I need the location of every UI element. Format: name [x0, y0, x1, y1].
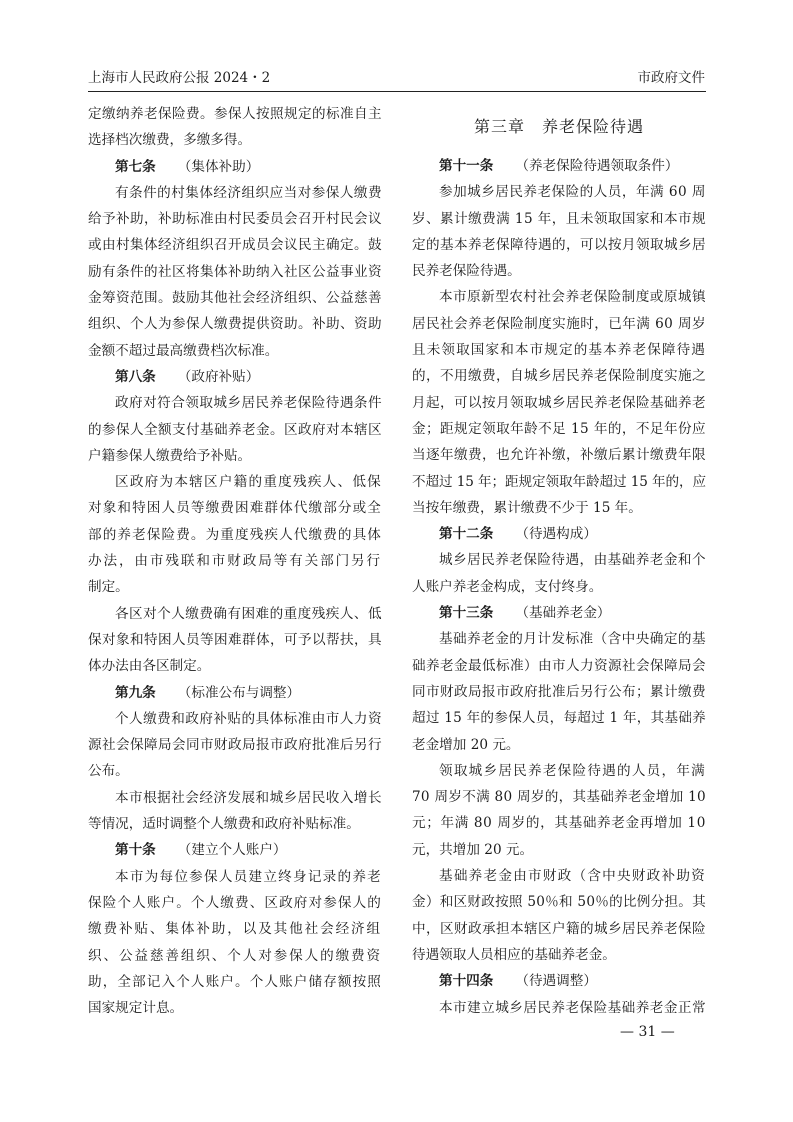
- body-text: 领取城乡居民养老保险待遇的人员，年满: [439, 762, 707, 779]
- article-number: 第十条: [115, 842, 156, 859]
- body-text-line: [412, 547, 706, 573]
- article-subject: （建立个人账户）: [177, 842, 287, 859]
- article-heading: [412, 968, 706, 994]
- body-text-line: [412, 653, 706, 679]
- body-text-line: [88, 206, 382, 232]
- body-text: 本市原新型农村社会养老保险制度或原城镇: [439, 289, 707, 306]
- body-text-line: [88, 732, 382, 758]
- body-text-line: [412, 495, 706, 521]
- body-text: 定的基本养老保障待遇的，可以按月领取城乡居: [412, 236, 706, 253]
- body-text: 元；年满 80 周岁的，其基础养老金再增加 10: [412, 815, 706, 832]
- body-text: 政府对符合领取城乡居民养老保险待遇条件: [115, 395, 383, 412]
- article-subject: （养老保险待遇领取条件）: [515, 158, 679, 174]
- section-label: 市政府文件: [637, 70, 705, 86]
- body-text: 金额不超过最高缴费档次标准。: [88, 342, 279, 359]
- article-number: 第十二条: [439, 526, 494, 543]
- body-text: 保险个人账户。个人缴费、区政府对参保人的: [88, 894, 382, 911]
- page-number: — 31 —: [620, 1024, 675, 1040]
- body-text-line: [88, 785, 382, 811]
- body-text-line: [88, 180, 382, 206]
- body-text-line: [88, 232, 382, 258]
- article-subject: （标准公布与调整）: [177, 684, 301, 701]
- body-text: 当逐年缴费，也允许补缴，补缴后累计缴费年限: [412, 447, 706, 464]
- body-text-line: [88, 995, 382, 1021]
- body-text-line: [88, 522, 382, 548]
- body-text: 或由村集体经济组织召开成员会议民主确定。鼓: [88, 237, 382, 254]
- body-text-line: [88, 969, 382, 995]
- body-text: 不超过 15 年；距规定领取年龄超过 15 年的，应: [412, 473, 706, 490]
- body-text: 缴费补贴、集体补助，以及其他社会经济组: [88, 921, 382, 938]
- body-text-line: [412, 916, 706, 942]
- body-text: 励有条件的社区将集体补助纳入社区公益事业资: [88, 263, 382, 280]
- body-text-line: [88, 259, 382, 285]
- body-text: 部的养老保险费。为重度残疾人代缴费的具体: [88, 526, 382, 543]
- body-text-line: [412, 258, 706, 284]
- body-text-line: [88, 706, 382, 732]
- body-text-line: [412, 337, 706, 363]
- body-text-line: [88, 653, 382, 679]
- body-text-line: [412, 837, 706, 863]
- body-text-line: [88, 127, 382, 153]
- body-text: 织、公益慈善组织、个人对参保人的缴费资: [88, 947, 382, 964]
- body-text-line: [412, 390, 706, 416]
- body-text: 础养老金最低标准）由市人力资源社会保障局会: [412, 657, 706, 674]
- article-heading: [412, 521, 706, 547]
- body-text-line: [88, 285, 382, 311]
- article-heading: [412, 600, 706, 626]
- body-text-line: [88, 495, 382, 521]
- body-text: 助，全部记入个人账户。个人账户储存额按照: [88, 973, 382, 990]
- body-text-line: [412, 232, 706, 258]
- body-text: 中，区财政承担本辖区户籍的城乡居民养老保险: [412, 920, 706, 937]
- body-text: 同市财政局报市政府批准后另行公布；累计缴费: [412, 683, 706, 700]
- article-subject: （待遇调整）: [515, 973, 597, 990]
- body-text: 各区对个人缴费确有困难的重度残疾人、低: [115, 605, 383, 622]
- body-text: 国家规定计息。: [88, 1000, 184, 1017]
- body-text-line: [88, 627, 382, 653]
- body-text-line: [412, 705, 706, 731]
- body-text-line: [412, 942, 706, 968]
- body-text: 的参保人全额支付基础养老金。区政府对本辖区: [88, 421, 382, 438]
- body-text-line: [88, 548, 382, 574]
- body-text: 本市为每位参保人员建立终身记录的养老: [115, 868, 383, 885]
- body-text-line: [412, 626, 706, 652]
- body-text-line: [412, 863, 706, 889]
- body-text-line: [412, 810, 706, 836]
- body-text-line: [88, 758, 382, 784]
- article-number: 第十一条: [439, 158, 494, 174]
- body-text: 城乡居民养老保险待遇，由基础养老金和个: [439, 552, 707, 569]
- article-number: 第七条: [115, 158, 156, 175]
- body-text: 保对象和特困人员等困难群体，可予以帮扶，具: [88, 631, 382, 648]
- body-text: 岁、累计缴费满 15 年，且未领取国家和本市规: [412, 210, 706, 227]
- body-text-line: [412, 469, 706, 495]
- body-text: 待遇领取人员相应的基础养老金。: [412, 946, 616, 963]
- left-column: [88, 101, 382, 1021]
- body-text: 居民社会养老保险制度实施时，已年满 60 周岁: [412, 315, 706, 332]
- body-text-line: [412, 732, 706, 758]
- body-text-line: [412, 206, 706, 232]
- body-text: 等情况，适时调整个人缴费和政府补贴标准。: [88, 816, 360, 833]
- body-text: 70 周岁不满 80 周岁的，其基础养老金增加 10: [412, 789, 706, 806]
- article-heading: [412, 153, 706, 179]
- body-text-line: [412, 995, 706, 1021]
- body-text: 的，不用缴费，自城乡居民养老保险制度实施之: [412, 368, 706, 385]
- body-text: 源社会保障局会同市财政局报市政府批准后另行: [88, 737, 382, 754]
- body-text-line: [88, 390, 382, 416]
- article-number: 第十三条: [439, 605, 494, 622]
- body-text: 选择档次缴费，多缴多得。: [88, 132, 252, 149]
- article-subject: （集体补助）: [177, 158, 260, 175]
- body-text: 对象和特困人员等缴费困难群体代缴部分或全: [88, 500, 382, 517]
- body-text-line: [88, 469, 382, 495]
- body-text-line: [412, 284, 706, 310]
- body-text-line: [88, 916, 382, 942]
- body-text: 人账户养老金构成，支付终身。: [412, 578, 603, 595]
- body-text: 当按年缴费，累计缴费不少于 15 年。: [412, 499, 642, 516]
- body-text-line: [88, 311, 382, 337]
- article-subject: （待遇构成）: [515, 526, 597, 543]
- body-text: 区政府为本辖区户籍的重度残疾人、低保: [115, 474, 383, 491]
- body-text-line: [88, 417, 382, 443]
- body-text-line: [88, 601, 382, 627]
- body-text: 个人缴费和政府补贴的具体标准由市人力资: [115, 710, 383, 727]
- body-text: 金筹资范围。鼓励其他社会经济组织、公益慈善: [88, 290, 382, 307]
- body-text: 定缴纳养老保险费。参保人按照规定的标准自主: [88, 106, 382, 122]
- article-heading: [88, 680, 382, 706]
- body-text: 户籍参保人缴费给予补贴。: [88, 447, 252, 464]
- body-text-line: [412, 574, 706, 600]
- body-text: 基础养老金的月计发标准（含中央确定的基: [439, 631, 707, 648]
- body-text: 本市根据社会经济发展和城乡居民收入增长: [115, 789, 383, 806]
- body-text: 本市建立城乡居民养老保险基础养老金正常: [439, 999, 707, 1016]
- chapter-title: 第三章 养老保险待遇: [473, 117, 644, 136]
- body-text-line: [88, 864, 382, 890]
- body-text-line: [412, 179, 706, 205]
- body-text-line: [412, 889, 706, 915]
- body-text: 公布。: [88, 763, 129, 780]
- right-column: [412, 153, 706, 1021]
- body-text-line: [412, 758, 706, 784]
- publication-title: 上海市人民政府公报 2024・2: [88, 70, 271, 86]
- body-text: 且未领取国家和本市规定的基本养老保障待遇: [412, 342, 706, 359]
- body-text-line: [88, 811, 382, 837]
- body-text-line: [412, 416, 706, 442]
- article-number: 第八条: [115, 368, 156, 385]
- body-text: 办法，由市残联和市财政局等有关部门另行: [88, 553, 382, 570]
- body-text-line: [412, 311, 706, 337]
- body-text: 有条件的村集体经济组织应当对参保人缴费: [115, 184, 383, 201]
- body-text-line: [88, 890, 382, 916]
- article-subject: （基础养老金）: [515, 605, 611, 622]
- article-heading: [88, 837, 382, 863]
- body-text: 月起，可以按月领取城乡居民养老保险基础养老: [412, 394, 706, 411]
- body-text: 基础养老金由市财政（含中央财政补助资: [439, 868, 707, 885]
- body-text: 制定。: [88, 579, 129, 596]
- body-text-line: [412, 363, 706, 389]
- body-text-line: [412, 442, 706, 468]
- article-heading: [88, 364, 382, 390]
- header-divider: [88, 91, 706, 92]
- body-text-line: [412, 784, 706, 810]
- body-text: 超过 15 年的参保人员，每超过 1 年，其基础养: [412, 710, 706, 727]
- body-text-line: [88, 338, 382, 364]
- body-text-line: [88, 943, 382, 969]
- body-text: 元，共增加 20 元。: [412, 841, 534, 858]
- body-text-line: [88, 443, 382, 469]
- body-text: 体办法由各区制定。: [88, 658, 211, 675]
- article-number: 第十四条: [439, 973, 494, 990]
- article-subject: （政府补贴）: [177, 368, 260, 385]
- body-text: 金；距规定领取年龄不足 15 年的，不足年份应: [412, 420, 706, 437]
- body-text-line: [88, 101, 382, 127]
- article-number: 第九条: [115, 684, 156, 701]
- body-text: 参加城乡居民养老保险的人员，年满 60 周: [439, 184, 706, 201]
- body-text: 民养老保险待遇。: [412, 263, 521, 280]
- body-text-line: [88, 574, 382, 600]
- article-heading: [88, 154, 382, 180]
- body-text: 金）和区财政按照 50％和 50％的比例分担。其: [412, 894, 706, 911]
- body-text: 组织、个人为参保人缴费提供资助。补助、资助: [88, 316, 382, 333]
- body-text: 老金增加 20 元。: [412, 736, 520, 753]
- body-text: 给予补助，补助标准由村民委员会召开村民会议: [88, 211, 382, 228]
- body-text-line: [412, 679, 706, 705]
